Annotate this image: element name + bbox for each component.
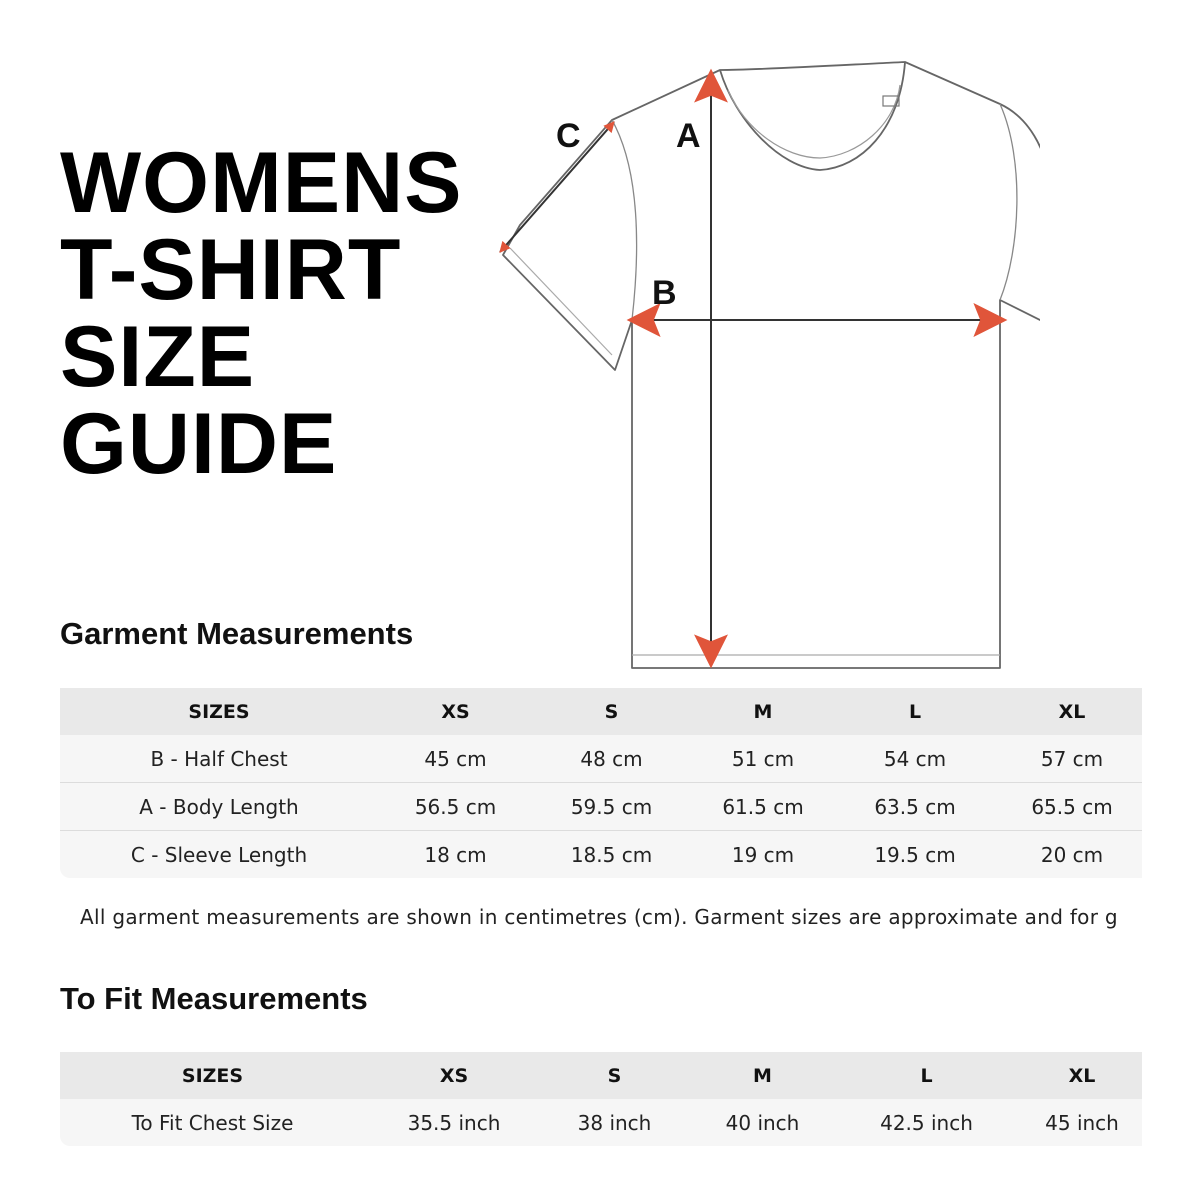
- table-cell: 42.5 inch: [839, 1099, 1014, 1146]
- table-cell: 19.5 cm: [836, 831, 994, 879]
- table-cell: 56.5 cm: [378, 783, 533, 831]
- page-title: [60, 135, 500, 492]
- to-fit-heading: To Fit Measurements: [60, 981, 368, 1016]
- table-cell: 57 cm: [994, 735, 1142, 783]
- row-label: To Fit Chest Size: [60, 1099, 365, 1146]
- garment-heading: Garment Measurements: [60, 616, 414, 651]
- shirt-outline: [503, 62, 1040, 668]
- table-cell: 38 inch: [543, 1099, 686, 1146]
- table-cell: 18.5 cm: [533, 831, 690, 879]
- title-line: T-SHIRT: [60, 222, 402, 318]
- tshirt-diagram: [480, 40, 1040, 690]
- table-cell: 19 cm: [690, 831, 836, 879]
- table-row: [60, 831, 1142, 879]
- table-cell: 35.5 inch: [365, 1099, 543, 1146]
- header-cell: L: [836, 688, 994, 735]
- table-cell: 63.5 cm: [836, 783, 994, 831]
- table-cell: 61.5 cm: [690, 783, 836, 831]
- header-cell: XS: [365, 1052, 543, 1099]
- table-cell: 65.5 cm: [994, 783, 1142, 831]
- table-cell: 54 cm: [836, 735, 994, 783]
- row-label: A - Body Length: [60, 783, 378, 831]
- table-row: [60, 783, 1142, 831]
- header-cell: L: [839, 1052, 1014, 1099]
- to-fit-table: [60, 1052, 1142, 1146]
- table-cell: 45 inch: [1014, 1099, 1142, 1146]
- header-cell: SIZES: [60, 1052, 365, 1099]
- header-cell: M: [686, 1052, 839, 1099]
- label-b: B: [652, 274, 677, 312]
- header-cell: XL: [994, 688, 1142, 735]
- title-line: GUIDE: [60, 396, 338, 492]
- table-row: [60, 1099, 1142, 1146]
- header-cell: XL: [1014, 1052, 1142, 1099]
- table-cell: 18 cm: [378, 831, 533, 879]
- table-header-row: [60, 688, 1142, 735]
- table-row: [60, 735, 1142, 783]
- table-cell: 45 cm: [378, 735, 533, 783]
- header-cell: S: [533, 688, 690, 735]
- garment-table: [60, 688, 1142, 878]
- header-cell: SIZES: [60, 688, 378, 735]
- row-label: B - Half Chest: [60, 735, 378, 783]
- table-cell: 59.5 cm: [533, 783, 690, 831]
- garment-note: All garment measurements are shown in centimetres (cm). Garment sizes are approximate and for g: [80, 905, 1118, 929]
- table-cell: 51 cm: [690, 735, 836, 783]
- label-c: C: [556, 117, 581, 155]
- table-cell: 20 cm: [994, 831, 1142, 879]
- label-a: A: [676, 117, 701, 155]
- table-cell: 48 cm: [533, 735, 690, 783]
- table-cell: 40 inch: [686, 1099, 839, 1146]
- table-header-row: [60, 1052, 1142, 1099]
- header-cell: M: [690, 688, 836, 735]
- header-cell: S: [543, 1052, 686, 1099]
- title-line: SIZE: [60, 309, 256, 405]
- header-cell: XS: [378, 688, 533, 735]
- title-line: WOMENS: [60, 135, 463, 231]
- row-label: C - Sleeve Length: [60, 831, 378, 879]
